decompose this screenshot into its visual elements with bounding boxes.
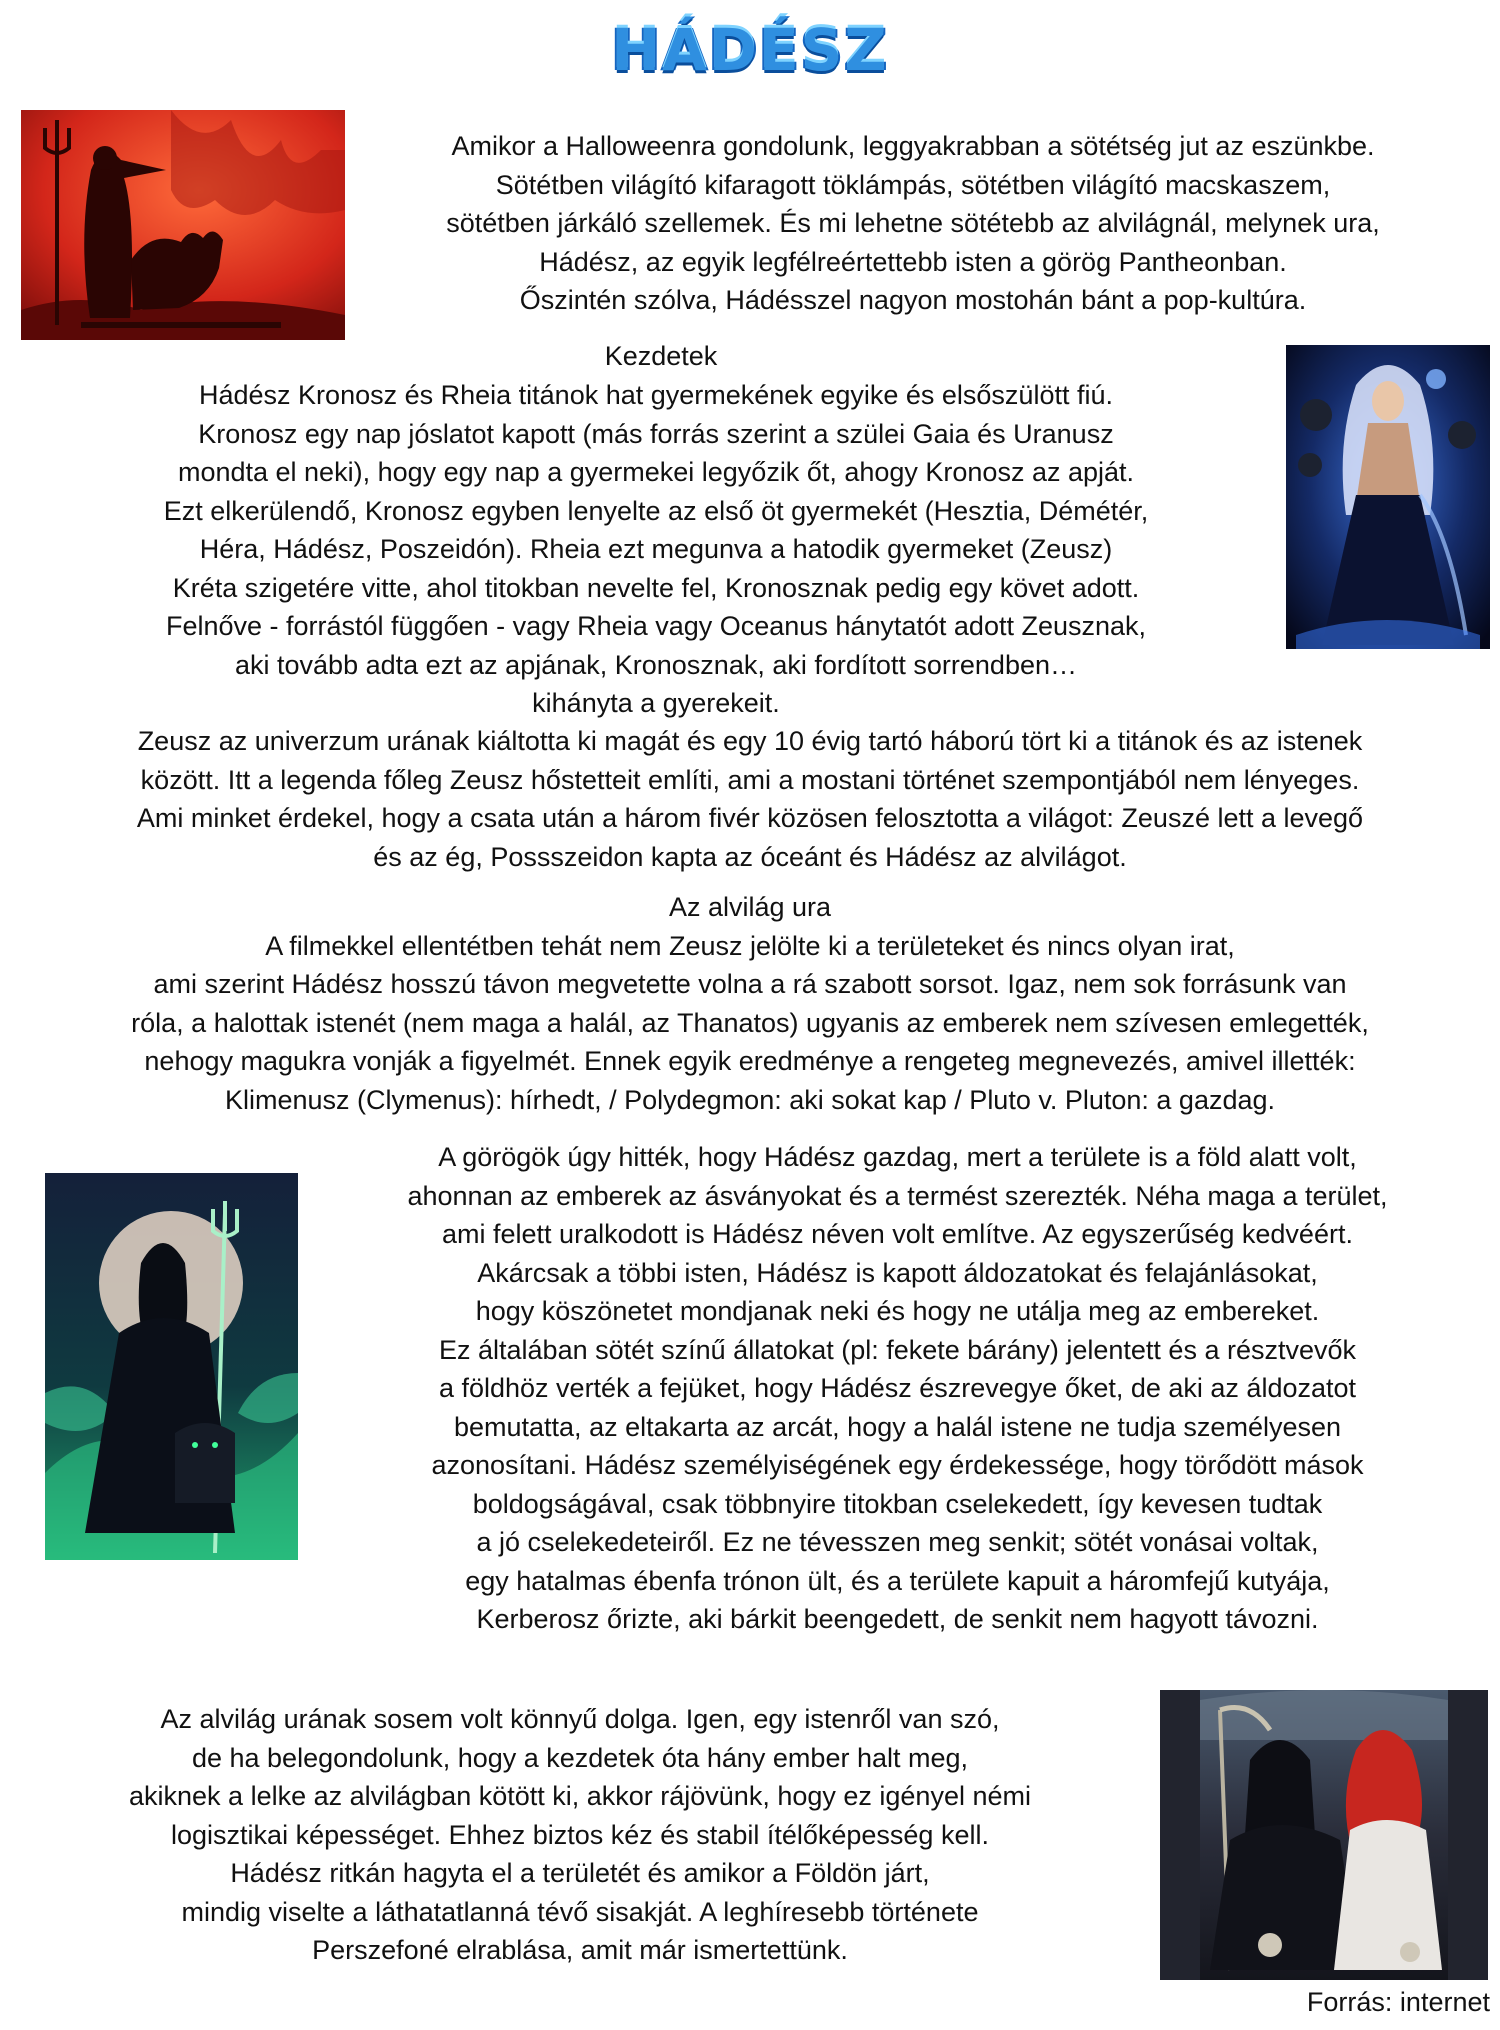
wealth-line: Akárcsak a többi isten, Hádész is kapott áldozatokat és felajánlásokat, [477, 1257, 1318, 1288]
lord-section [0, 888, 1500, 1119]
intro-line: Hádész, az egyik legfélreértettebb isten a görög Pantheonban. [539, 246, 1287, 277]
beginnings-line: Kronosz egy nap jóslatot kapott (más forrás szerint a szülei Gaia és Uranusz [198, 418, 1114, 449]
wealth-line: ahonnan az emberek az ásványokat és a termést szerezték. Néha maga a terület, [407, 1180, 1388, 1211]
closing-line: Az alvilág urának sosem volt könnyű dolga. Igen, egy istenről van szó, [160, 1704, 1000, 1734]
beginnings-wide-line: Ami minket érdekel, hogy a csata után a három fivér közösen felosztotta a világot: Zeuszé lett a levegő [136, 803, 1364, 833]
closing-line: akiknek a lelke az alvilágban kötött ki, akkor rájövünk, hogy ez igényel némi [129, 1781, 1031, 1811]
lord-line: ami szerint Hádész hosszú távon megvetette volna a rá szabott sorsot. Igaz, nem sok forrásunk van [153, 969, 1347, 999]
hades-red-silhouette-image [21, 110, 345, 340]
intro-line: Sötétben világító kifaragott töklámpás, sötétben világító macskaszem, [495, 169, 1331, 200]
lord-line: Klimenusz (Clymenus): hírhedt, / Polydegmon: aki sokat kap / Pluto v. Pluton: a gazdag. [224, 1084, 1276, 1115]
beginnings-line: Felnőve - forrástól függően - vagy Rheia vagy Oceanus hánytatót adott Zeusznak, [165, 611, 1147, 641]
wealth-line: boldogságával, csak többnyire titokban cselekedett, így kevesen tudtak [472, 1488, 1323, 1519]
beginnings-wide-line: között. Itt a legenda főleg Zeusz hőstetteit említi, ami a mostani történet szempontjából nem lényeges. [140, 764, 1360, 795]
hades-green-artwork-image [45, 1173, 298, 1560]
closing-line: mindig viselte a láthatatlanná tévő sisakját. A leghíresebb története [181, 1896, 979, 1927]
page-title: HÁDÉSZ [611, 16, 889, 84]
hades-persephone-throne-image [1160, 1690, 1488, 1980]
wealth-line: Ez általában sötét színű állatokat (pl: fekete bárány) jelentett és a résztvevők [439, 1334, 1356, 1365]
closing-line: Hádész ritkán hagyta el a területét és amikor a Földön járt, [230, 1858, 930, 1888]
wealth-line: egy hatalmas ébenfa trónon ült, és a területe kapuit a háromfejű kutyája, [465, 1565, 1330, 1596]
closing-line: logisztikai képességet. Ehhez biztos kéz és stabil ítélőképesség kell. [171, 1819, 989, 1850]
beginnings-line: Kréta szigetére vitte, ahol titokban nevelte fel, Kronosznak pedig egy követ adott. [172, 572, 1140, 603]
wealth-line: bemutatta, az eltakarta az arcát, hogy a halál istene ne tudja személyesen [453, 1411, 1342, 1442]
beginnings-wide-line: Zeusz az univerzum urának kiáltotta ki magát és egy 10 évig tartó háború tört ki a titánok és az istenek [137, 726, 1363, 756]
wealth-paragraph [300, 1138, 1495, 1639]
section-heading-lord: Az alvilág ura [668, 892, 832, 922]
beginnings-line: mondta el neki), hogy egy nap a gyermekei legyőzik őt, ahogy Kronosz az apját. [177, 457, 1135, 487]
beginnings-line: Hádész Kronosz és Rheia titánok hat gyermekének egyike és elsőszülött fiú. [199, 380, 1113, 410]
wealth-line: a jó cselekedeteiről. Ez ne tévesszen meg senkit; sötét vonásai voltak, [476, 1527, 1319, 1557]
wealth-line: azonosítani. Hádész személyiségének egy érdekessége, hogy törődött mások [431, 1450, 1364, 1480]
beginnings-line: Héra, Hádész, Poszeidón). Rheia ezt megunva a hatodik gyermeket (Zeusz) [199, 534, 1113, 564]
beginnings-wide-line: és az ég, Possszeidon kapta az óceánt és Hádész az alvilágot. [373, 841, 1127, 872]
beginnings-line: Ezt elkerülendő, Kronosz egyben lenyelte az első öt gyermekét (Hesztia, Démétér, [163, 495, 1149, 526]
wealth-line: ami felett uralkodott is Hádész néven volt említve. Az egyszerűség kedvéért. [442, 1219, 1353, 1249]
wealth-line: hogy köszönetet mondjanak neki és hogy ne utálja meg az embereket. [475, 1296, 1320, 1326]
hades-blue-figure-image [1286, 345, 1490, 649]
beginnings-paragraph [40, 376, 1272, 723]
beginnings-line: kihányta a gyerekeit. [532, 688, 780, 718]
intro-line: Amikor a Halloweenra gondolunk, leggyakrabban a sötétség jut az eszünkbe. [451, 131, 1375, 161]
closing-line: Perszefoné elrablása, amit már ismertettünk. [312, 1935, 848, 1965]
source-credit: Forrás: internet [1306, 1987, 1490, 2017]
beginnings-wide-paragraph [0, 722, 1500, 876]
intro-paragraph [346, 127, 1480, 320]
wealth-line: Kerberosz őrizte, aki bárkit beengedett, de senkit nem hagyott távozni. [476, 1604, 1319, 1634]
intro-line: sötétben járkáló szellemek. És mi lehetne sötétebb az alvilágnál, melynek ura, [446, 208, 1380, 238]
closing-line: de ha belegondolunk, hogy a kezdetek óta hány ember halt meg, [191, 1742, 969, 1773]
wealth-line: a földhöz verték a fejüket, hogy Hádész észrevegye őket, de aki az áldozatot [438, 1373, 1357, 1403]
lord-line: nehogy magukra vonják a figyelmét. Ennek egyik eredménye a rengeteg megnevezés, amivel illették: [144, 1046, 1356, 1076]
closing-paragraph [20, 1700, 1140, 1970]
section-heading-beginnings: Kezdetek [604, 341, 718, 371]
intro-line: Őszintén szólva, Hádésszel nagyon mostohán bánt a pop-kultúra. [519, 285, 1307, 315]
wealth-line: A görögök úgy hitték, hogy Hádész gazdag, mert a területe is a föld alatt volt, [438, 1142, 1357, 1172]
lord-line: róla, a halottak istenét (nem maga a halál, az Thanatos) ugyanis az emberek nem szívesen emlegették, [131, 1007, 1369, 1038]
lord-line: A filmekkel ellentétben tehát nem Zeusz jelölte ki a területeket és nincs olyan irat, [265, 930, 1235, 961]
beginnings-line: aki tovább adta ezt az apjának, Kronosznak, aki fordított sorrendben… [235, 649, 1077, 680]
